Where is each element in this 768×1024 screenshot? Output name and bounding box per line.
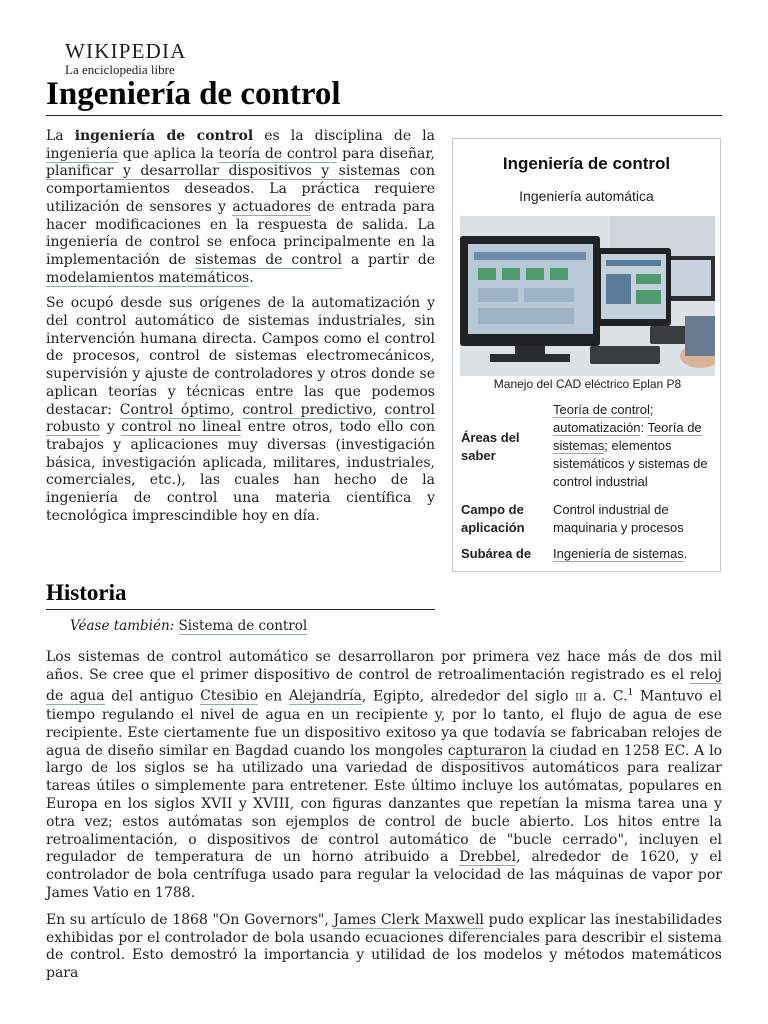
logo-wordmark: WIKIPEDIA — [65, 39, 187, 63]
wiki-link[interactable]: Teoría de control — [553, 402, 650, 417]
wiki-link[interactable]: Alejandría — [288, 688, 362, 705]
infobox-title: Ingeniería de control — [502, 154, 671, 173]
wiki-link[interactable]: Ingeniería de sistemas — [553, 546, 684, 561]
wiki-link[interactable]: planificar y desarrollar dispositivos y sistemas — [46, 163, 401, 180]
infobox-value: Ingeniería de sistemas. — [553, 546, 688, 561]
lead-paragraph-2: Se ocupó desde sus orígenes de la automatización y del control automático de sistemas industriales, sin intervención humana directa. Campos como el control de procesos, control de sistemas electromecánicos, supervisión y ajuste de controladores y otros donde se aplican teorías y técnicas entre las que podemos destacar: Control óptimo, control predictivo, control robusto y control no lineal entre otros, todo ello con trabajos y aplicaciones muy diversas (investigación básica, investigación aplicada, militares, industriales, comerciales, etc.), las cuales han hecho de la ingeniería de control una materia científica y tecnológica imprescindible hoy en día. — [46, 295, 436, 524]
see-also-label: Véase también: — [70, 618, 175, 634]
wiki-link[interactable]: Drebbel — [459, 849, 517, 866]
wiki-link[interactable]: actuadores — [232, 198, 312, 215]
infobox — [452, 138, 721, 572]
infobox-row-subarea — [461, 545, 716, 565]
infobox-row-campo — [461, 501, 716, 541]
historia-paragraph-2: En su artículo de 1868 "On Governors", James Clerk Maxwell pudo explicar las inestabilidades exhibidas por el controlador de bola usando ecuaciones diferenciales para describir el sistema de control. Esto demostró la importancia y utilidad de los modelos y métodos matemáticos para — [46, 911, 723, 982]
infobox-label: Áreas del saber — [461, 430, 520, 463]
wiki-link[interactable]: reloj de agua — [46, 666, 722, 705]
section-heading-historia: Historia — [46, 580, 127, 605]
lead-paragraph-1: La ingeniería de control es la disciplina de la ingeniería que aplica la teoría de control para diseñar, planificar y desarrollar dispositivos y sistemas con comportamientos deseados. La práctica requiere utilización de sensores y actuadores de entrada para hacer modificaciones en la respuesta de salida. La ingeniería de control se enfoca principalmente en la implementación de sistemas de control a partir de modelamientos matemáticos. — [46, 128, 436, 286]
historia-body — [46, 649, 722, 992]
roman-numeral: III — [574, 692, 587, 704]
infobox-value: Teoría de control; automatización: Teoría de sistemas; elementos sistemáticos y sistemas de control industrial — [553, 402, 708, 489]
infobox-value: Control industrial de maquinaria y procesos — [553, 502, 684, 535]
wiki-link[interactable]: Ctesibio — [200, 688, 259, 705]
title-divider — [46, 115, 722, 116]
reference-link[interactable]: 1 — [627, 687, 634, 698]
infobox-caption: Manejo del CAD eléctrico Eplan P8 — [493, 377, 682, 391]
wiki-link[interactable]: teoría de control — [218, 145, 338, 162]
infobox-label: Subárea de — [461, 546, 532, 561]
page-title: Ingeniería de control — [46, 76, 341, 112]
wiki-link[interactable]: control robusto — [46, 401, 435, 436]
wiki-link[interactable]: automatización — [553, 420, 641, 435]
see-also-note — [70, 618, 307, 634]
wiki-link[interactable]: control predictivo — [242, 401, 373, 418]
wiki-link[interactable]: capturaron — [447, 742, 527, 759]
lead-section — [46, 128, 435, 533]
see-also-link[interactable]: Sistema de control — [178, 618, 308, 634]
infobox-row-areas — [461, 401, 716, 491]
historia-paragraph-1: Los sistemas de control automático se desarrollaron por primera vez hace más de dos mil años. Se cree que el primer dispositivo de control de retroalimentación registrado es el reloj de agua del antiguo Ctesibio en Alejandría, Egipto, alrededor del siglo III a. C.$^1$ Mantuvo el tiempo regulando el nivel de agua en un recipiente y, por lo tanto, el flujo de agua de ese recipiente. Este ciertamente fue un dispositivo exitoso ya que todavía se fabricaban relojes de agua de diseño similar en Bagdad cuando los mongoles capturaron la ciudad en 1258 EC. A lo largo de los siglos se ha utilizado una variedad de dispositivos automáticos para realizar tareas útiles o simplemente para entretener. Este último incluye los autómatas, populares en Europa en los siglos XVII y XVIII, con figuras danzantes que repetían la misma tarea una y otra vez; estos autómatas son ejemplos de control de bucle abierto. Los hitos entre la retroalimentación, o dispositivos de control automático de "bucle cerrado", incluyen el regulador de temperatura de un horno atribuido a Drebbel, alrededor de 1620, y el controlador de bola centrífuga usado para regular la velocidad de las máquinas de vapor por James Vatio en 1788. — [46, 649, 723, 902]
control-room-photo — [460, 216, 715, 376]
bold-term: ingeniería de control — [74, 128, 254, 144]
wiki-link[interactable]: Teoría de sistemas — [553, 420, 702, 453]
section-divider — [46, 609, 435, 610]
wikipedia-logo[interactable] — [65, 40, 187, 78]
wiki-link[interactable]: control no lineal — [121, 419, 242, 436]
infobox-subtitle: Ingeniería automática — [519, 188, 654, 204]
wiki-link[interactable]: sistemas de control — [194, 251, 342, 268]
wiki-link[interactable]: ingeniería — [46, 145, 119, 162]
wiki-link[interactable]: modelamientos matemáticos — [46, 269, 250, 286]
wiki-link[interactable]: Control óptimo — [119, 401, 231, 418]
logo-tagline: La enciclopedia libre — [65, 62, 175, 77]
wiki-link[interactable]: James Clerk Maxwell — [333, 911, 484, 928]
infobox-image[interactable] — [460, 216, 715, 376]
infobox-label: Campo de aplicación — [461, 502, 525, 535]
